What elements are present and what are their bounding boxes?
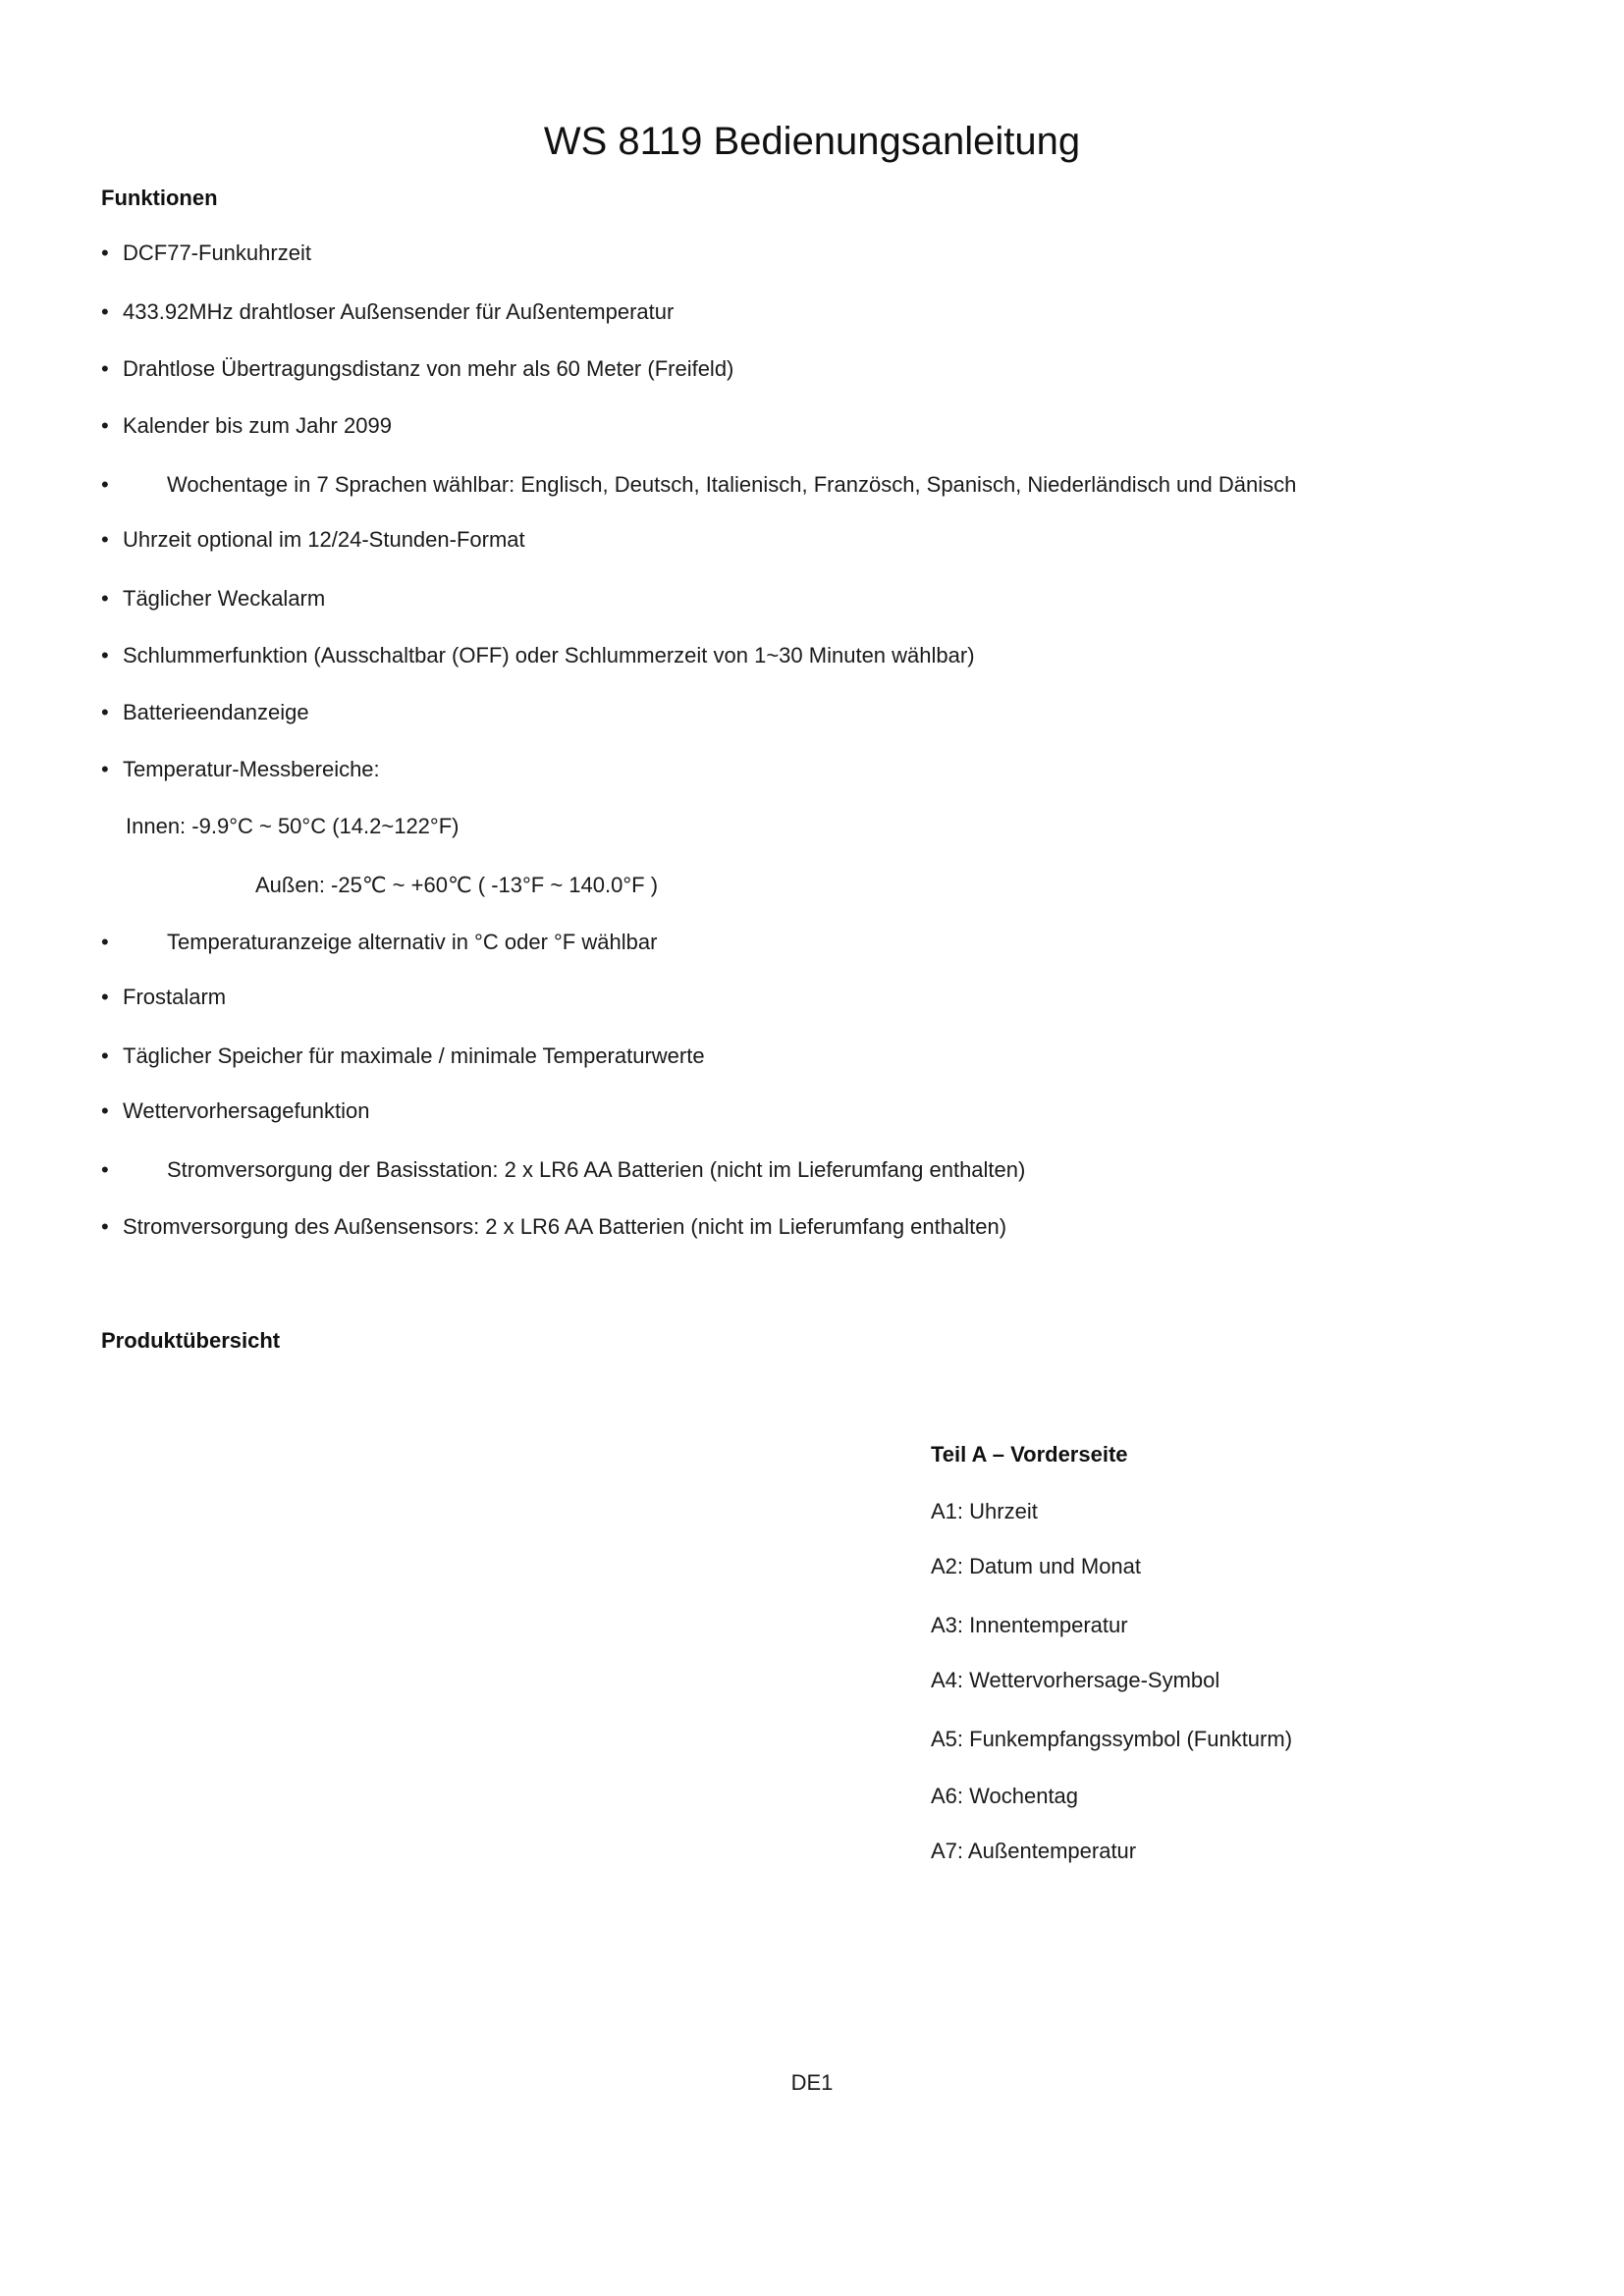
- bullet: •: [101, 757, 109, 781]
- list-item: Frostalarm: [123, 985, 227, 1009]
- part-item: A7: Außentemperatur: [931, 1839, 1137, 1863]
- bullet: •: [101, 1098, 109, 1123]
- part-item: A6: Wochentag: [931, 1784, 1079, 1808]
- page-title: WS 8119 Bedienungsanleitung: [543, 120, 1081, 163]
- list-item: Stromversorgung des Außensensors: 2 x LR6 AA Batterien (nicht im Lieferumfang enthalten): [123, 1214, 1007, 1239]
- bullet: •: [101, 299, 109, 324]
- bullet: •: [101, 586, 109, 611]
- features-heading: Funktionen: [101, 186, 218, 210]
- bullet: •: [101, 472, 109, 497]
- bullet: •: [101, 527, 109, 552]
- list-item: DCF77-Funkuhrzeit: [123, 240, 311, 265]
- part-item: A5: Funkempfangssymbol (Funkturm): [931, 1727, 1293, 1751]
- list-item: Temperaturanzeige alternativ in °C oder °F wählbar: [167, 930, 658, 954]
- part-item: A1: Uhrzeit: [931, 1499, 1038, 1523]
- temperature-range-indoor: Innen: -9.9°C ~ 50°C (14.2~122°F): [126, 814, 460, 838]
- bullet: •: [101, 643, 109, 667]
- part-a-heading: Teil A – Vorderseite: [931, 1442, 1128, 1467]
- list-item: Täglicher Speicher für maximale / minimale Temperaturwerte: [123, 1043, 705, 1068]
- bullet: •: [101, 700, 109, 724]
- bullet: •: [101, 356, 109, 381]
- bullet: •: [101, 930, 109, 954]
- list-item: Drahtlose Übertragungsdistanz von mehr als 60 Meter (Freifeld): [123, 356, 734, 381]
- bullet: •: [101, 1157, 109, 1182]
- page-number: DE1: [790, 2070, 834, 2095]
- list-item: Batterieendanzeige: [123, 700, 309, 724]
- list-item: Kalender bis zum Jahr 2099: [123, 413, 392, 438]
- part-item: A2: Datum und Monat: [931, 1554, 1142, 1578]
- part-item: A4: Wettervorhersage-Symbol: [931, 1668, 1220, 1692]
- bullet: •: [101, 985, 109, 1009]
- list-item: Wochentage in 7 Sprachen wählbar: Englisch, Deutsch, Italienisch, Französch, Spanisch, Niederländisch und Dänisch: [167, 472, 1297, 497]
- list-item: Täglicher Weckalarm: [123, 586, 326, 611]
- list-item: Stromversorgung der Basisstation: 2 x LR6 AA Batterien (nicht im Lieferumfang enthalten): [167, 1157, 1026, 1182]
- list-item: 433.92MHz drahtloser Außensender für Außentemperatur: [123, 299, 675, 324]
- bullet: •: [101, 1214, 109, 1239]
- temperature-range-outdoor: Außen: -25℃ ~ +60℃ ( -13°F ~ 140.0°F ): [255, 873, 659, 897]
- bullet: •: [101, 1043, 109, 1068]
- overview-heading: Produktübersicht: [101, 1328, 281, 1353]
- bullet: •: [101, 240, 109, 265]
- list-item: Schlummerfunktion (Ausschaltbar (OFF) oder Schlummerzeit von 1~30 Minuten wählbar): [123, 643, 975, 667]
- list-item: Temperatur-Messbereiche:: [123, 757, 380, 781]
- bullet: •: [101, 413, 109, 438]
- list-item: Uhrzeit optional im 12/24-Stunden-Format: [123, 527, 525, 552]
- list-item: Wettervorhersagefunktion: [123, 1098, 370, 1123]
- part-item: A3: Innentemperatur: [931, 1613, 1128, 1637]
